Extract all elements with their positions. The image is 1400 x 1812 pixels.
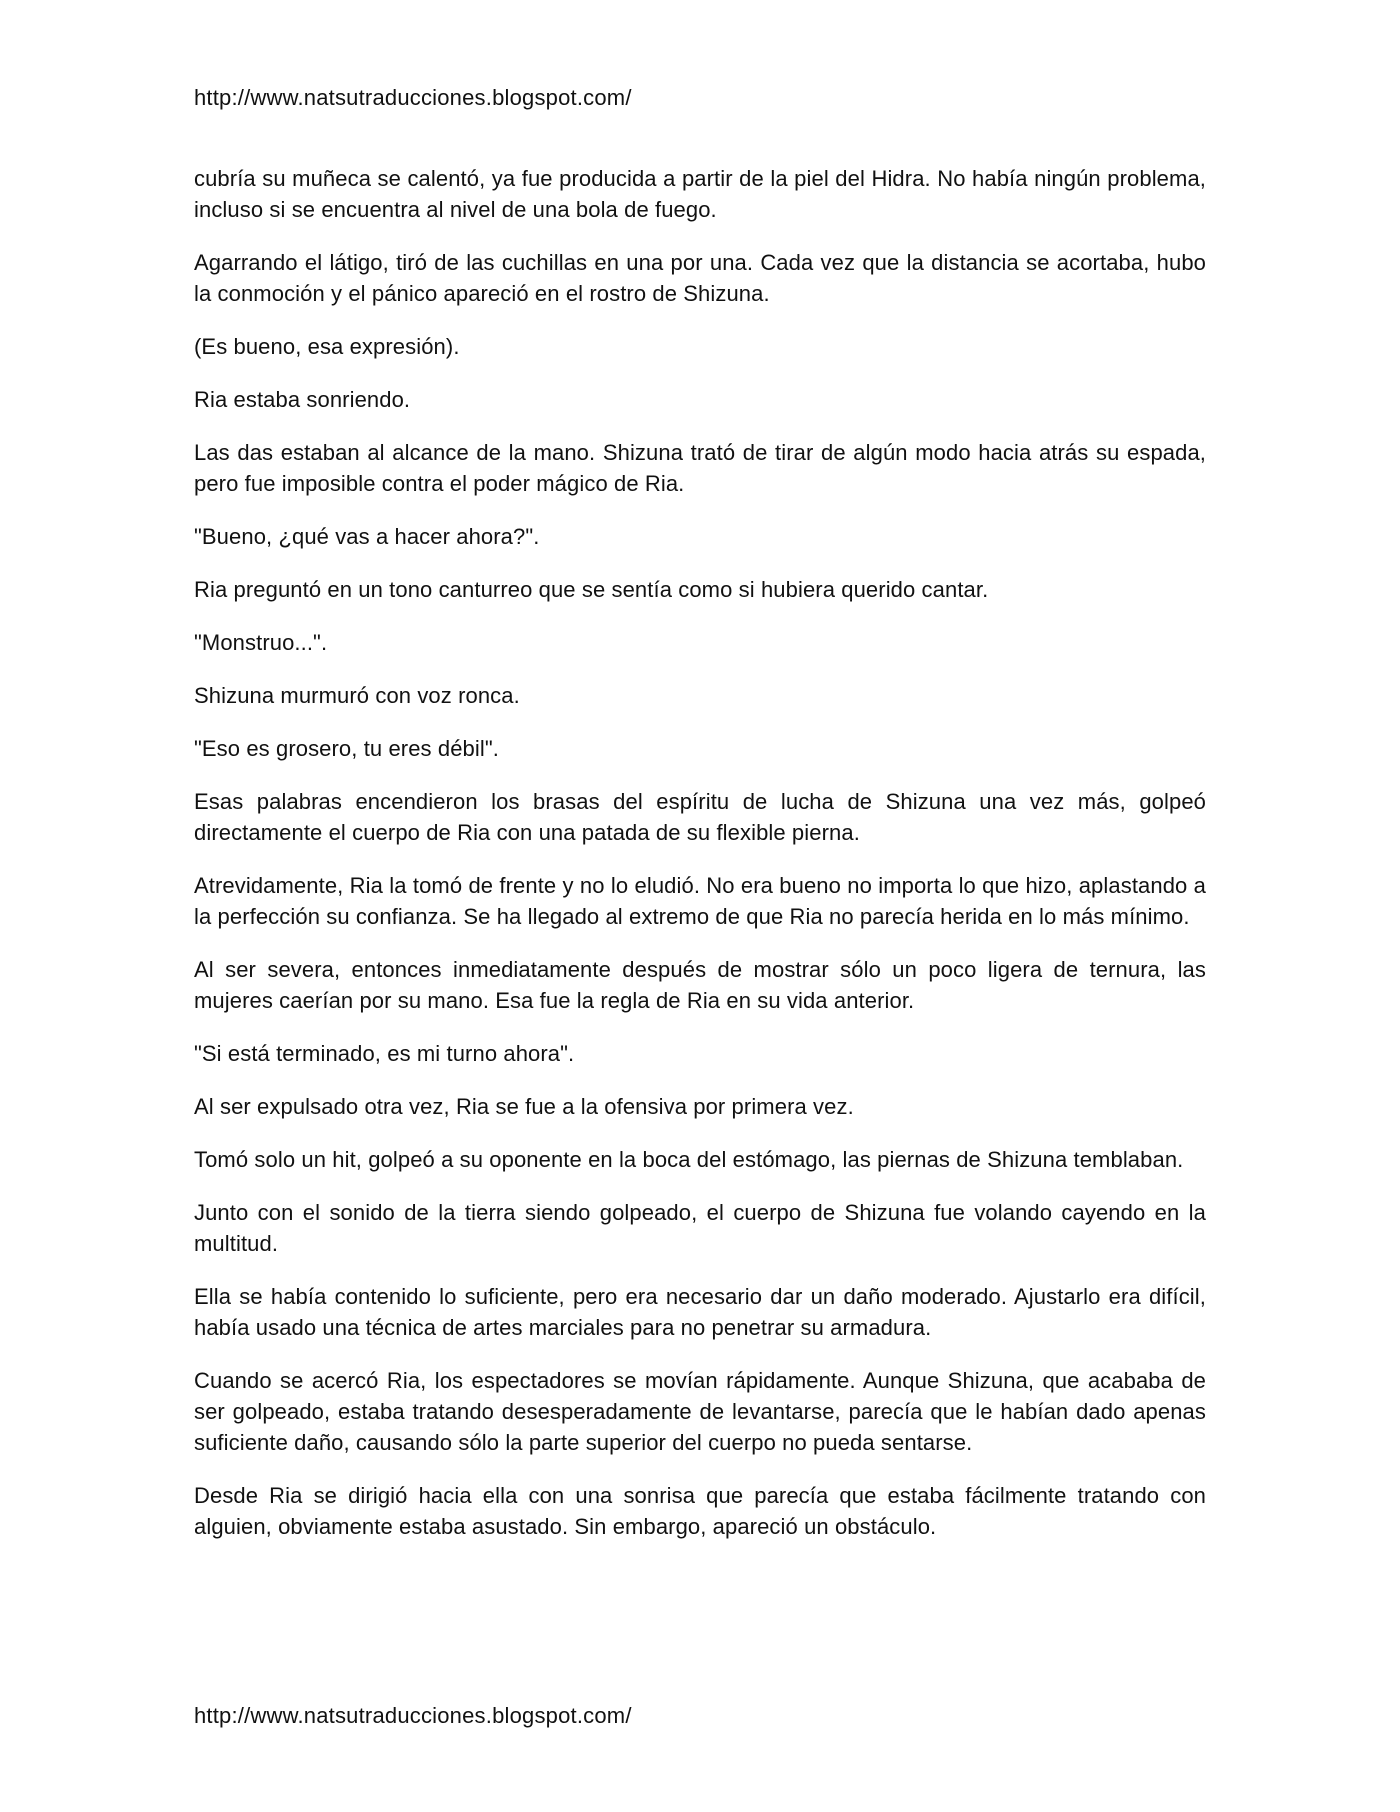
body-text [194, 163, 1206, 1564]
paragraph: Shizuna murmuró con voz ronca. [194, 683, 520, 708]
paragraph: Ria estaba sonriendo. [194, 387, 411, 412]
footer-url: http://www.natsutraducciones.blogspot.com/ [194, 1703, 632, 1728]
paragraph: Junto con el sonido de la tierra siendo golpeado, el cuerpo de Shizuna fue volando cayendo en la multitud. [194, 1200, 1206, 1256]
paragraph: Esas palabras encendieron los brasas del espíritu de lucha de Shizuna una vez más, golpeó directamente el cuerpo de Ria con una patada de su flexible pierna. [194, 789, 1206, 845]
paragraph: Ella se había contenido lo suficiente, pero era necesario dar un daño moderado. Ajustarlo era difícil, había usado una técnica de artes marciales para no penetrar su armadura. [194, 1284, 1206, 1340]
paragraph: Ria preguntó en un tono canturreo que se sentía como si hubiera querido cantar. [194, 577, 989, 602]
paragraph: Atrevidamente, Ria la tomó de frente y no lo eludió. No era bueno no importa lo que hizo, aplastando a la perfección su confianza. Se ha llegado al extremo de que Ria no parecía herida en lo más mínimo. [194, 873, 1206, 929]
paragraph: (Es bueno, esa expresión). [194, 334, 460, 359]
paragraph: Agarrando el látigo, tiró de las cuchillas en una por una. Cada vez que la distancia se acortaba, hubo la conmoción y el pánico apareció en el rostro de Shizuna. [194, 250, 1206, 306]
paragraph: "Si está terminado, es mi turno ahora". [194, 1041, 575, 1066]
header-url: http://www.natsutraducciones.blogspot.com/ [194, 85, 632, 110]
paragraph: Al ser expulsado otra vez, Ria se fue a la ofensiva por primera vez. [194, 1094, 854, 1119]
paragraph: Cuando se acercó Ria, los espectadores se movían rápidamente. Aunque Shizuna, que acababa de ser golpeado, estaba tratando desesperadamente de levantarse, parecía que le habían dado apenas suficiente daño, causando sólo la parte superior del cuerpo no pueda sentarse. [194, 1368, 1206, 1455]
paragraph: "Eso es grosero, tu eres débil". [194, 736, 499, 761]
paragraph: cubría su muñeca se calentó, ya fue producida a partir de la piel del Hidra. No había ningún problema, incluso si se encuentra al nivel de una bola de fuego. [194, 166, 1206, 222]
paragraph: Desde Ria se dirigió hacia ella con una sonrisa que parecía que estaba fácilmente tratando con alguien, obviamente estaba asustado. Sin embargo, apareció un obstáculo. [194, 1483, 1206, 1539]
paragraph: Tomó solo un hit, golpeó a su oponente en la boca del estómago, las piernas de Shizuna temblaban. [194, 1147, 1184, 1172]
paragraph: Las das estaban al alcance de la mano. Shizuna trató de tirar de algún modo hacia atrás su espada, pero fue imposible contra el poder mágico de Ria. [194, 440, 1206, 496]
paragraph: "Bueno, ¿qué vas a hacer ahora?". [194, 524, 540, 549]
paragraph: Al ser severa, entonces inmediatamente después de mostrar sólo un poco ligera de ternura, las mujeres caerían por su mano. Esa fue la regla de Ria en su vida anterior. [194, 957, 1206, 1013]
paragraph: "Monstruo...". [194, 630, 328, 655]
